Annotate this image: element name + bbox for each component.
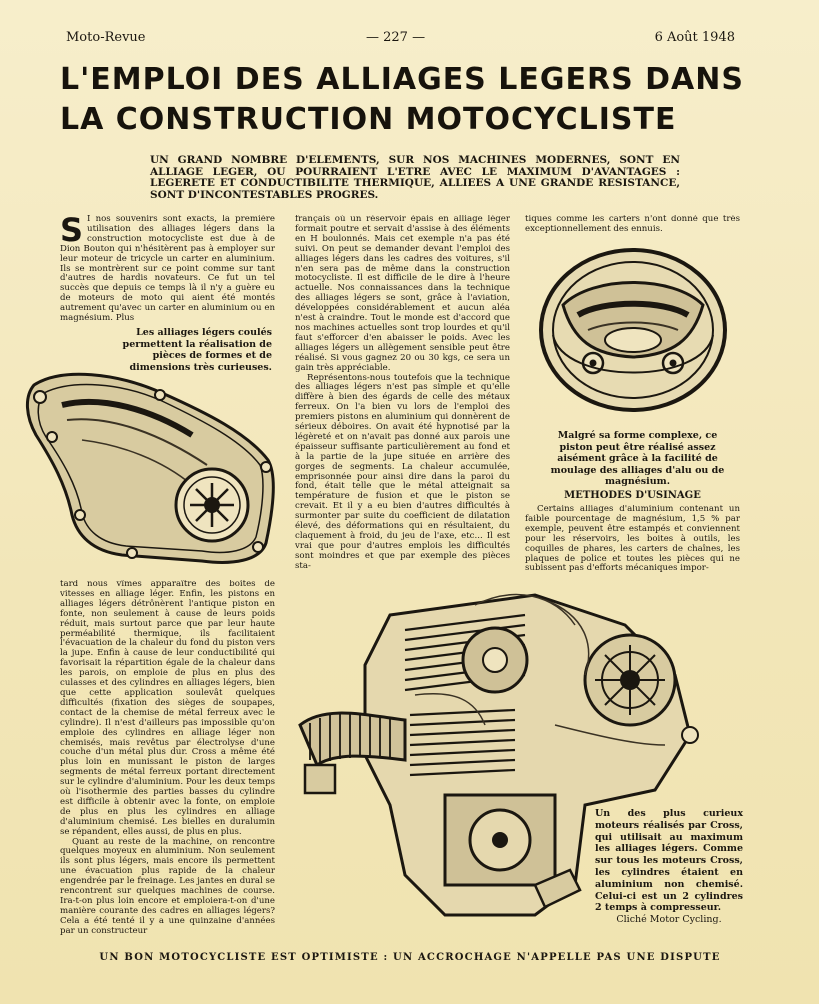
magazine-name: Moto-Revue bbox=[66, 30, 146, 45]
issue-date: 6 Août 1948 bbox=[654, 30, 735, 45]
section-heading: METHODES D'USINAGE bbox=[564, 490, 701, 501]
column-3-top bbox=[525, 215, 740, 240]
column-1-paragraph-2: tard nous vîmes apparaître des boites de vitesses en alliage léger. Enfin, les pistons en alliages légers détrônèrent l'antique piston en fonte, non seulement à cause de leurs poids réduit, mais surtout parce que par leur haute perméabilité thermique, ils facilitaient l'évacuation de la chaleur du fond du piston vers la jupe. Enfin à cause de leur conductibilité qui favorisait la répartition égale de la chaleur dans les parois, on emploie de plus en plus des culasses et des cylindres en alliages légers, bien que cette application soulevât quelques difficultés (fixation des sièges de soupapes, contact de la chemise de métal ferreux avec le cylindre). Il n'est d'ailleurs pas impossible qu'on emploie des cylindres en alliage léger non chemisés, mais revêtus par électrolyse d'une couche d'un métal plus dur. Cross a même été plus loin en munissant le piston de larges segments de métal ferreux portant directement sur le cylindre d'aluminium. Pour les deux temps où l'isothermie des parties basses du cylindre est difficile à obtenir avec la fonte, on emploie de plus en plus les cylindres en alliage d'aluminium chemisé. Les bielles en duralumin se répandent, elles aussi, de plus en plus. bbox=[60, 580, 275, 837]
caption-engine-text: Un des plus curieux moteurs réalisés par Cross, qui utilisait au maximum les alliages légers. Comme sur tous les moteurs Cross, les cylindres étaient en aluminium non chemisé. Celui-ci est un 2 cylindres 2 temps à compresseur. bbox=[595, 808, 743, 914]
piston-illustration bbox=[533, 245, 733, 425]
drop-cap: S bbox=[60, 215, 84, 249]
column-1-bottom bbox=[60, 580, 275, 955]
photo-credit: Cliché Motor Cycling. bbox=[616, 914, 722, 926]
page-number: — 227 — bbox=[366, 30, 426, 45]
article-subtitle: UN GRAND NOMBRE D'ELEMENTS, SUR NOS MACHINES MODERNES, SONT EN ALLIAGE LEGER, OU POURRAIENT L'ETRE AVEC LE MAXIMUM D'AVANTAGES : LEGERETE ET CONDUCTIBILITE THERMIQUE, ALLIEES A UNE GRANDE RESISTANCE, SONT D'INCONTESTABLES PROGRES. bbox=[150, 154, 680, 201]
column-2-paragraph-1: français où un réservoir épais en alliage léger formait poutre et servait d'assise à des éléments en H boulonnés. Mais cet exemple n'a pas été suivi. On peut se demander devant l'emploi des alliages légers dans les cadres des voitures, s'il n'en sera pas de même dans la construction motocycliste. Il est difficile de le dire à l'heure actuelle. Nos connaissances dans la technique des alliages légers se sont, grâce à l'aviation, développées considérablement et aucun aléa n'est à craindre. Tout le monde est d'accord que nos machines actuelles sont trop lourdes et qu'il faut s'efforcer d'en abaisser le poids. Avec les alliages légers un allègement sensible peut être réalisé. Si vous gagnez 20 ou 30 kgs, ce sera un gain très appréciable. bbox=[295, 215, 510, 373]
caption-casting: Les alliages légers coulés permettent la réalisation de pièces de formes et de dimensions très curieuses. bbox=[122, 327, 272, 373]
column-3-paragraph-2: Certains alliages d'aluminium contenant un faible pourcentage de magnésium, 1,5 % par exemple, peuvent être estampés et conviennent pour les réservoirs, les boites à outils, les coquilles de phares, les carters de chaînes, les plaques de police et toutes les pièces qui ne subissent pas d'efforts mécaniques impor- bbox=[525, 505, 740, 574]
title-line-1: L'EMPLOI DES ALLIAGES LEGERS DANS bbox=[60, 62, 744, 97]
casting-cover-illustration bbox=[22, 365, 280, 570]
column-3-paragraph-1: tiques comme les carters n'ont donné que très exceptionnellement des ennuis. bbox=[525, 215, 740, 234]
caption-engine bbox=[595, 808, 743, 926]
footer-slogan: UN BON MOTOCYCLISTE EST OPTIMISTE : UN ACCROCHAGE N'APPELLE PAS UNE DISPUTE bbox=[99, 952, 721, 963]
column-2 bbox=[295, 215, 510, 590]
caption-piston: Malgré sa forme complexe, ce piston peut être réalisé assez aisément grâce à la facilité de moulage des alliages d'alu ou de magnésium. bbox=[550, 430, 725, 487]
running-header bbox=[66, 30, 735, 50]
article-title bbox=[60, 60, 750, 140]
title-line-2: LA CONSTRUCTION MOTOCYCLISTE bbox=[60, 102, 677, 137]
column-3-bottom bbox=[525, 505, 740, 583]
column-2-paragraph-2: Représentons-nous toutefois que la technique des alliages légers n'est pas simple et qu'elle diffère à bien des égards de celle des métaux ferreux. On l'a bien vu lors de l'emploi des premiers pistons en aluminium qui donnèrent de sérieux déboires. On avait été hypnotisé par la légèreté et on n'avait pas donné aux parois une épaisseur suffisante particulièrement au fond et à la partie de la jupe située en arrière des gorges de segments. La chaleur accumulée, emprisonnée pour ainsi dire dans la paroi du fond, était telle que le métal atteignait sa température de fusion et que le piston se crevait. Et il y a eu bien d'autres difficultés à surmonter par suite du coefficient de dilatation élevé, des déformations qui en résultaient, du claquement à froid, du jeu de l'axe, etc... Il est vrai que pour d'autres emplois les difficultés sont moindres et que par exemple des pièces sta- bbox=[295, 372, 510, 571]
column-1-top bbox=[60, 215, 275, 325]
column-1-paragraph-3: Quant au reste de la machine, on rencontre quelques moyeux en aluminium. Non seulement ils sont plus légers, mais encore ils permettent une évacuation plus rapide de la chaleur engendrée par le freinage. Les jantes en dural se rencontrent sur quelques machines de course. Ira-t-on plus loin encore et emploiera-t-on d'une manière courante des cadres en alliages légers? Cela a été tenté il y a une quinzaine d'années par un constructeur bbox=[60, 836, 275, 936]
column-1-paragraph-1: I nos souvenirs sont exacts, la première utilisation des alliages légers dans la construction motocycliste est due à de Dion Bouton qui n'hésitèrent pas à employer sur leur moteur de tricycle un carter en aluminium. Ils se montrèrent sur ce point comme sur tant d'autres de hardis novateurs. Ce fut un tel succès que depuis ce temps là il n'y a guère eu de moteurs de moto qui aient été montés autrement qu'avec un carter en aluminium ou en magnésium. Plus bbox=[60, 215, 275, 324]
